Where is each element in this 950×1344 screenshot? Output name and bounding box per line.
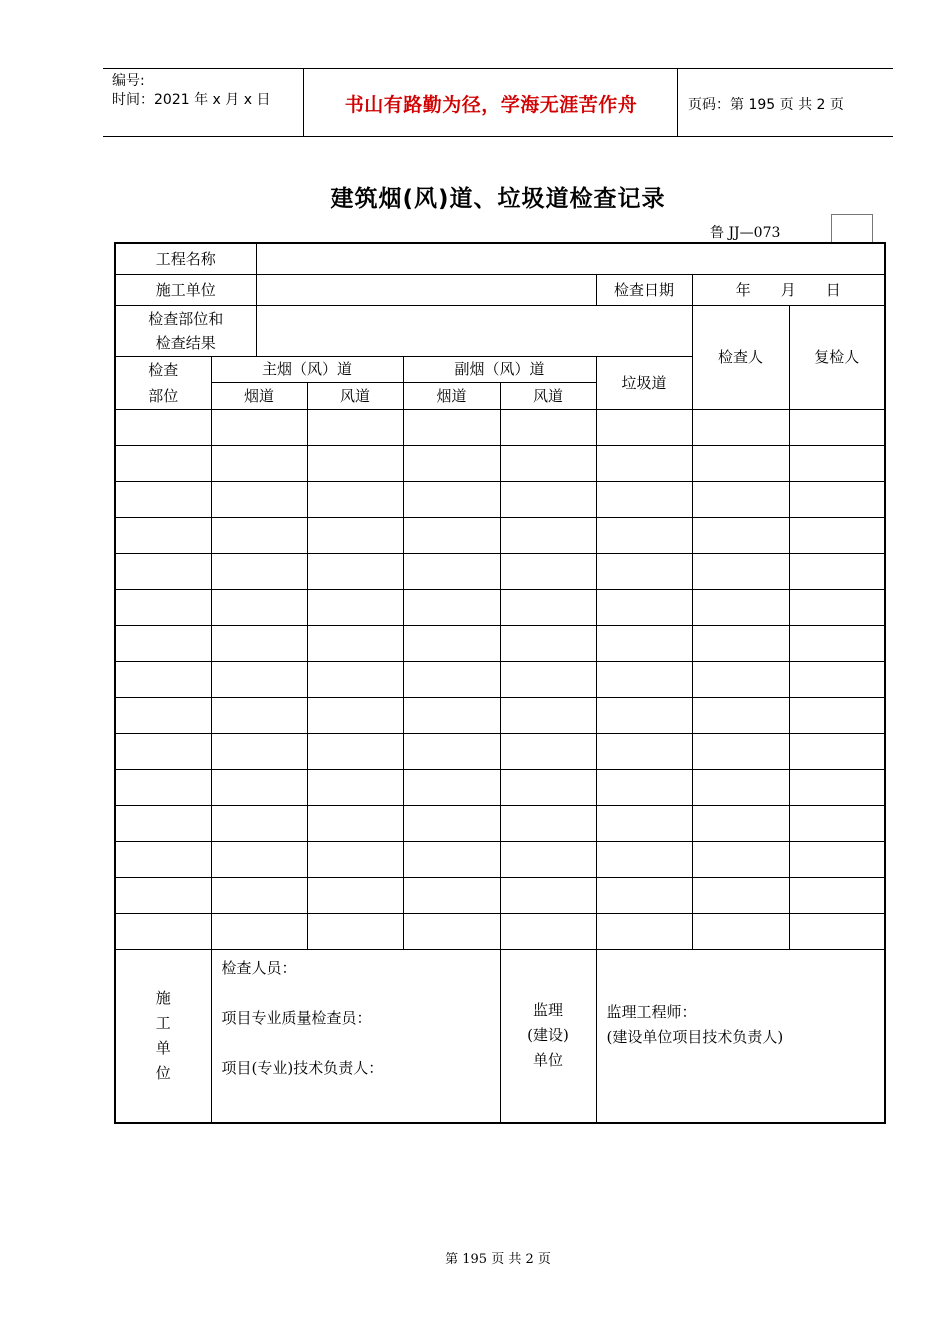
- table-cell[interactable]: [211, 805, 307, 841]
- table-cell[interactable]: [692, 589, 789, 625]
- check-part-result-value[interactable]: [256, 305, 692, 356]
- table-cell[interactable]: [307, 481, 403, 517]
- table-cell[interactable]: [500, 409, 596, 445]
- table-cell[interactable]: [596, 445, 692, 481]
- table-cell[interactable]: [307, 697, 403, 733]
- table-cell[interactable]: [789, 769, 885, 805]
- table-cell[interactable]: [500, 805, 596, 841]
- table-cell[interactable]: [307, 805, 403, 841]
- table-row: [115, 445, 885, 481]
- table-cell[interactable]: [403, 913, 500, 949]
- table-cell[interactable]: [307, 625, 403, 661]
- table-cell[interactable]: [789, 625, 885, 661]
- table-cell[interactable]: [115, 697, 211, 733]
- supervision-sign-area[interactable]: [596, 949, 885, 1123]
- table-cell[interactable]: [692, 769, 789, 805]
- table-cell[interactable]: [500, 733, 596, 769]
- table-cell[interactable]: [403, 481, 500, 517]
- table-cell[interactable]: [692, 625, 789, 661]
- table-row: [115, 517, 885, 553]
- garbage-chute-header: 垃圾道: [596, 356, 692, 409]
- table-cell[interactable]: [596, 805, 692, 841]
- table-cell[interactable]: [789, 877, 885, 913]
- table-cell[interactable]: [403, 877, 500, 913]
- table-cell[interactable]: [500, 553, 596, 589]
- construction-unit-char: 单: [155, 1038, 171, 1057]
- table-cell[interactable]: [403, 589, 500, 625]
- table-cell[interactable]: [500, 697, 596, 733]
- table-cell[interactable]: [115, 409, 211, 445]
- table-cell[interactable]: [307, 877, 403, 913]
- table-cell[interactable]: [500, 589, 596, 625]
- table-cell[interactable]: [115, 733, 211, 769]
- inspection-rows: [115, 409, 885, 949]
- table-cell[interactable]: [403, 517, 500, 553]
- table-row: [115, 697, 885, 733]
- table-cell[interactable]: [596, 697, 692, 733]
- supervision-unit-line: 监理: [533, 1001, 564, 1020]
- check-part-header-line2: 部位: [148, 386, 179, 405]
- header-bottom-rule: [103, 136, 893, 137]
- table-cell[interactable]: [211, 517, 307, 553]
- table-cell[interactable]: [403, 409, 500, 445]
- table-cell[interactable]: [211, 733, 307, 769]
- construction-unit-char: 施: [155, 988, 171, 1007]
- table-cell[interactable]: [307, 409, 403, 445]
- construction-unit-value[interactable]: [256, 274, 596, 305]
- table-cell[interactable]: [211, 409, 307, 445]
- supervision-unit-line: 单位: [533, 1051, 564, 1070]
- table-cell[interactable]: [692, 409, 789, 445]
- table-cell[interactable]: [403, 697, 500, 733]
- table-cell[interactable]: [115, 589, 211, 625]
- table-row: [115, 661, 885, 697]
- table-row: [115, 769, 885, 805]
- main-air-duct-header: 风道: [307, 383, 403, 410]
- table-cell[interactable]: [596, 517, 692, 553]
- form-code: 鲁 JJ—073: [710, 225, 781, 241]
- table-cell[interactable]: [500, 877, 596, 913]
- table-cell[interactable]: [211, 625, 307, 661]
- table-cell[interactable]: [307, 913, 403, 949]
- table-row: [115, 805, 885, 841]
- table-cell[interactable]: [403, 769, 500, 805]
- inspector-header: 检查人: [692, 305, 789, 409]
- table-cell[interactable]: [596, 589, 692, 625]
- table-cell[interactable]: [211, 445, 307, 481]
- supervision-unit-label: [500, 949, 596, 1123]
- table-cell[interactable]: [500, 769, 596, 805]
- table-row: [115, 553, 885, 589]
- table-cell[interactable]: [500, 445, 596, 481]
- check-part-result-row: [115, 305, 885, 356]
- table-row: [115, 481, 885, 517]
- table-cell[interactable]: [789, 913, 885, 949]
- table-cell[interactable]: [692, 661, 789, 697]
- project-name-label: 工程名称: [115, 243, 256, 274]
- table-cell[interactable]: [692, 841, 789, 877]
- table-cell[interactable]: [500, 625, 596, 661]
- table-cell[interactable]: [789, 661, 885, 697]
- table-cell[interactable]: [307, 769, 403, 805]
- table-cell[interactable]: [307, 517, 403, 553]
- table-cell[interactable]: [789, 589, 885, 625]
- table-row: [115, 733, 885, 769]
- table-cell[interactable]: [789, 841, 885, 877]
- header-top-rule: [103, 68, 893, 69]
- check-part-result-label: [115, 305, 256, 356]
- table-row: [115, 589, 885, 625]
- project-name-row: [115, 243, 885, 274]
- supervision-unit-line: (建设): [527, 1026, 569, 1045]
- check-date-label: 检查日期: [596, 274, 692, 305]
- table-cell[interactable]: [692, 481, 789, 517]
- table-cell[interactable]: [789, 517, 885, 553]
- table-cell[interactable]: [403, 553, 500, 589]
- table-cell[interactable]: [115, 445, 211, 481]
- table-row: [115, 913, 885, 949]
- table-cell[interactable]: [692, 517, 789, 553]
- table-cell[interactable]: [115, 553, 211, 589]
- table-cell[interactable]: [307, 553, 403, 589]
- table-cell[interactable]: [596, 409, 692, 445]
- table-cell[interactable]: [211, 697, 307, 733]
- construction-sign-area[interactable]: [211, 949, 500, 1123]
- table-cell[interactable]: [692, 445, 789, 481]
- table-cell[interactable]: [692, 877, 789, 913]
- table-cell[interactable]: [307, 445, 403, 481]
- table-cell[interactable]: [307, 661, 403, 697]
- tech-leader-label: 项目(专业)技术负责人：: [221, 1058, 384, 1077]
- table-cell[interactable]: [115, 805, 211, 841]
- table-row: [115, 877, 885, 913]
- table-cell[interactable]: [789, 805, 885, 841]
- table-cell[interactable]: [500, 517, 596, 553]
- table-cell[interactable]: [403, 661, 500, 697]
- table-cell[interactable]: [500, 481, 596, 517]
- table-cell[interactable]: [596, 481, 692, 517]
- table-cell[interactable]: [115, 625, 211, 661]
- table-cell[interactable]: [692, 553, 789, 589]
- table-cell[interactable]: [115, 661, 211, 697]
- table-cell[interactable]: [211, 841, 307, 877]
- table-cell[interactable]: [596, 661, 692, 697]
- signature-row: [115, 949, 885, 1123]
- main-smoke-duct-header: 烟道: [211, 383, 307, 410]
- table-cell[interactable]: [596, 769, 692, 805]
- supervision-engineer-label: 监理工程师：: [606, 1002, 697, 1021]
- table-cell[interactable]: [211, 913, 307, 949]
- construction-unit-row: [115, 274, 885, 305]
- table-cell[interactable]: [500, 841, 596, 877]
- table-cell[interactable]: [596, 733, 692, 769]
- page-footer: 第 195 页 共 2 页: [445, 1252, 551, 1267]
- table-cell[interactable]: [211, 769, 307, 805]
- table-cell[interactable]: [307, 589, 403, 625]
- motto: 书山有路勤为径，学海无涯苦作舟: [344, 94, 638, 116]
- table-cell[interactable]: [115, 877, 211, 913]
- table-cell[interactable]: [115, 913, 211, 949]
- table-row: [115, 625, 885, 661]
- construction-unit-label: 施工单位: [115, 274, 256, 305]
- table-cell[interactable]: [307, 841, 403, 877]
- table-cell[interactable]: [596, 913, 692, 949]
- table-cell[interactable]: [596, 553, 692, 589]
- table-cell[interactable]: [211, 661, 307, 697]
- table-cell[interactable]: [403, 805, 500, 841]
- table-cell[interactable]: [115, 481, 211, 517]
- page-info: 页码：第 195 页 共 2 页: [688, 97, 844, 113]
- table-cell[interactable]: [596, 841, 692, 877]
- construction-unit-sign-label: [115, 949, 211, 1123]
- quality-inspector-label: 项目专业质量检查员：: [221, 1008, 372, 1027]
- time-label: 时间：2021 年 x 月 x 日: [112, 92, 271, 108]
- table-cell[interactable]: [211, 553, 307, 589]
- table-cell[interactable]: [211, 877, 307, 913]
- construction-unit-char: 位: [155, 1063, 171, 1082]
- table-cell[interactable]: [115, 841, 211, 877]
- table-cell[interactable]: [596, 877, 692, 913]
- sub-flue-header: 副烟（风）道: [403, 356, 596, 383]
- project-name-value[interactable]: [256, 243, 885, 274]
- inspection-form-table: [114, 242, 886, 1124]
- table-row: [115, 841, 885, 877]
- check-part-result-label-line1: 检查部位和: [148, 309, 224, 328]
- table-cell[interactable]: [789, 697, 885, 733]
- table-cell[interactable]: [115, 517, 211, 553]
- construction-tech-leader-label: (建设单位项目技术负责人): [606, 1027, 784, 1046]
- table-cell[interactable]: [403, 625, 500, 661]
- table-cell[interactable]: [692, 913, 789, 949]
- construction-unit-char: 工: [155, 1013, 171, 1032]
- document-title: 建筑烟(风)道、垃圾道检查记录: [330, 186, 666, 212]
- table-cell[interactable]: [211, 481, 307, 517]
- table-cell[interactable]: [403, 445, 500, 481]
- sub-air-duct-header: 风道: [500, 383, 596, 410]
- table-cell[interactable]: [692, 697, 789, 733]
- table-cell[interactable]: [789, 481, 885, 517]
- form-code-box: [831, 214, 873, 243]
- sub-smoke-duct-header: 烟道: [403, 383, 500, 410]
- check-part-header: [115, 356, 211, 409]
- check-date-value[interactable]: 年 月 日: [692, 274, 885, 305]
- table-cell[interactable]: [403, 841, 500, 877]
- table-cell[interactable]: [115, 769, 211, 805]
- main-flue-header: 主烟（风）道: [211, 356, 403, 383]
- table-row: [115, 409, 885, 445]
- table-cell[interactable]: [500, 913, 596, 949]
- table-cell[interactable]: [403, 733, 500, 769]
- table-cell[interactable]: [692, 733, 789, 769]
- table-cell[interactable]: [789, 733, 885, 769]
- table-cell[interactable]: [211, 589, 307, 625]
- reinspector-header: 复检人: [789, 305, 885, 409]
- table-cell[interactable]: [789, 553, 885, 589]
- table-cell[interactable]: [692, 805, 789, 841]
- table-cell[interactable]: [596, 625, 692, 661]
- table-cell[interactable]: [500, 661, 596, 697]
- table-cell[interactable]: [307, 733, 403, 769]
- table-cell[interactable]: [789, 409, 885, 445]
- inspector-staff-label: 检查人员：: [221, 958, 297, 977]
- header-meta: [112, 72, 270, 110]
- number-label: 编号:: [112, 73, 145, 89]
- check-part-result-label-line2: 检查结果: [155, 333, 216, 352]
- table-cell[interactable]: [789, 445, 885, 481]
- check-part-header-line1: 检查: [148, 360, 179, 379]
